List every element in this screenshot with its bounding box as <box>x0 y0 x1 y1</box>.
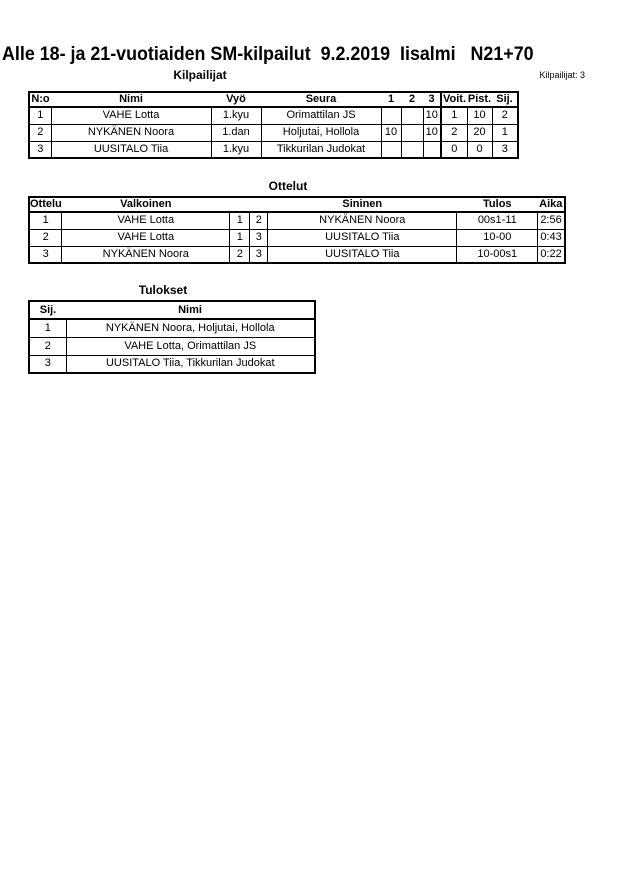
col-header-match3: 3 <box>428 93 435 105</box>
cell-nimi: NYKÄNEN Noora <box>51 124 211 141</box>
col-header-blue-no <box>250 197 268 212</box>
cell-tulos: 00s1-11 <box>457 212 538 229</box>
cell-pist: 20 <box>467 124 492 141</box>
cell-seura: Tikkurilan Judokat <box>261 141 381 158</box>
cell-voit: 2 <box>441 124 467 141</box>
cell-match3: 10 <box>423 107 441 124</box>
cell-sij: 2 <box>492 107 518 124</box>
tulokset-heading: Tulokset <box>138 283 188 297</box>
cell-sij: 1 <box>29 319 66 337</box>
cell-vyo: 1.kyu <box>211 107 261 124</box>
kilpailijat-table <box>28 91 519 159</box>
cell-no: 3 <box>29 141 51 158</box>
cell-seura: Holjutai, Hollola <box>261 124 381 141</box>
cell-blue-no: 3 <box>250 246 268 263</box>
table-row <box>29 212 565 229</box>
col-header-aika: Aika <box>539 198 563 210</box>
col-header-tulos: Tulos <box>483 198 512 210</box>
col-header-sij: Sij. <box>496 93 513 105</box>
cell-white-no: 1 <box>230 212 250 229</box>
col-header-vyo: Vyö <box>226 93 246 105</box>
col-header-nimi: Nimi <box>119 93 143 105</box>
table-header-row <box>29 197 565 212</box>
cell-valkoinen: VAHE Lotta <box>62 212 230 229</box>
col-header-sininen: Sininen <box>342 198 383 210</box>
cell-valkoinen: VAHE Lotta <box>62 229 230 246</box>
cell-blue-no: 2 <box>250 212 268 229</box>
cell-sij: 1 <box>492 124 518 141</box>
cell-sininen: UUSITALO Tiia <box>268 246 457 263</box>
col-header-pist: Pist. <box>467 93 492 105</box>
cell-white-no: 2 <box>230 246 250 263</box>
cell-aika: 0:43 <box>538 229 565 246</box>
tulokset-table <box>28 300 316 374</box>
cell-nimi: VAHE Lotta <box>51 107 211 124</box>
cell-vyo: 1.kyu <box>211 141 261 158</box>
cell-nimi: UUSITALO Tiia, Tikkurilan Judokat <box>66 355 315 373</box>
cell-sininen: UUSITALO Tiia <box>268 229 457 246</box>
cell-match3 <box>423 141 441 158</box>
col-header-no: N:o <box>31 93 50 105</box>
col-header-match2: 2 <box>408 93 416 105</box>
cell-ottelu: 1 <box>29 212 62 229</box>
competitors-count: Kilpailijat: 3 <box>539 70 585 80</box>
cell-match2 <box>401 124 423 141</box>
cell-tulos: 10-00s1 <box>457 246 538 263</box>
cell-match3: 10 <box>423 124 441 141</box>
cell-sij: 2 <box>29 337 66 355</box>
col-header-nimi: Nimi <box>178 303 202 316</box>
col-header-valkoinen: Valkoinen <box>120 198 172 210</box>
cell-voit: 1 <box>441 107 467 124</box>
cell-seura: Orimattilan JS <box>261 107 381 124</box>
cell-tulos: 10-00 <box>457 229 538 246</box>
table-row <box>29 229 565 246</box>
cell-match2 <box>401 141 423 158</box>
table-header-row <box>29 301 315 319</box>
col-header-seura: Seura <box>305 93 337 105</box>
ottelut-table <box>28 196 566 264</box>
col-header-voit: Voit. <box>442 93 466 105</box>
cell-match2 <box>401 107 423 124</box>
kilpailijat-heading: Kilpailijat <box>173 68 227 82</box>
cell-sij: 3 <box>29 355 66 373</box>
cell-match1 <box>381 107 401 124</box>
cell-sininen: NYKÄNEN Noora <box>268 212 457 229</box>
cell-valkoinen: NYKÄNEN Noora <box>62 246 230 263</box>
col-header-match1: 1 <box>387 93 395 105</box>
col-header-white-no <box>230 197 250 212</box>
table-row <box>29 355 315 373</box>
cell-nimi: VAHE Lotta, Orimattilan JS <box>66 337 315 355</box>
page-title: Alle 18- ja 21-vuotiaiden SM-kilpailut 9.2.2019 Iisalmi N21+70 <box>2 44 534 65</box>
cell-aika: 0:22 <box>538 246 565 263</box>
cell-no: 2 <box>29 124 51 141</box>
col-header-sij: Sij. <box>39 303 57 316</box>
cell-pist: 10 <box>467 107 492 124</box>
cell-ottelu: 3 <box>29 246 62 263</box>
col-header-ottelu: Ottelu <box>30 198 62 210</box>
ottelut-heading: Ottelut <box>268 179 308 193</box>
table-row <box>29 107 518 124</box>
cell-match1 <box>381 141 401 158</box>
cell-blue-no: 3 <box>250 229 268 246</box>
table-row <box>29 319 315 337</box>
cell-nimi: NYKÄNEN Noora, Holjutai, Hollola <box>66 319 315 337</box>
cell-voit: 0 <box>441 141 467 158</box>
cell-pist: 0 <box>467 141 492 158</box>
table-header-row <box>29 92 518 107</box>
cell-nimi: UUSITALO Tiia <box>51 141 211 158</box>
cell-vyo: 1.dan <box>211 124 261 141</box>
cell-ottelu: 2 <box>29 229 62 246</box>
cell-match1: 10 <box>381 124 401 141</box>
table-row <box>29 141 518 158</box>
table-row <box>29 246 565 263</box>
cell-sij: 3 <box>492 141 518 158</box>
table-row <box>29 124 518 141</box>
table-row <box>29 337 315 355</box>
cell-aika: 2:56 <box>538 212 565 229</box>
cell-white-no: 1 <box>230 229 250 246</box>
cell-no: 1 <box>29 107 51 124</box>
